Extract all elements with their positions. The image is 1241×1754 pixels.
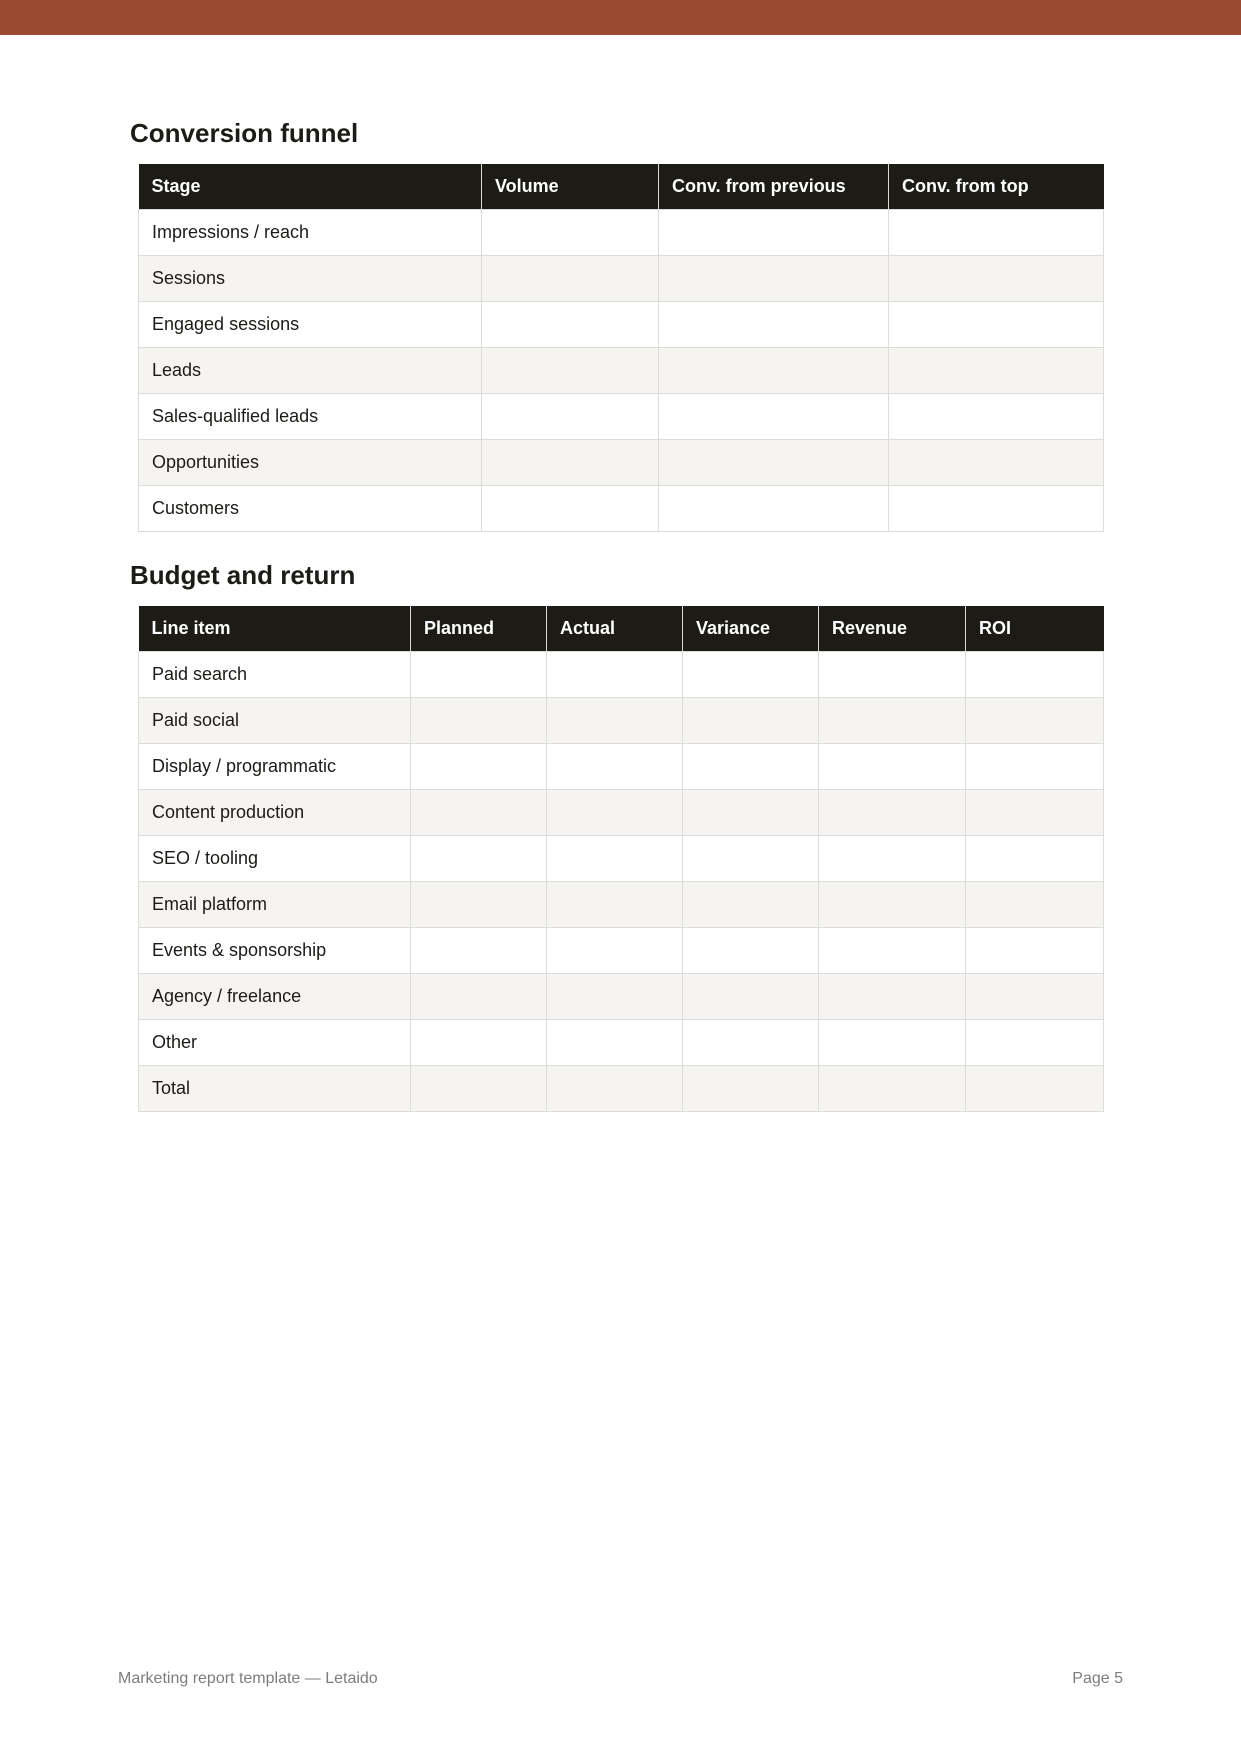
planned-cell[interactable]: [411, 974, 547, 1020]
budget-and-return-table: [138, 606, 1104, 1112]
revenue-cell[interactable]: [819, 882, 966, 928]
revenue-cell[interactable]: [819, 1066, 966, 1112]
volume-cell[interactable]: [482, 348, 659, 394]
table-header-row: [139, 164, 1104, 210]
conv-top-cell[interactable]: [889, 210, 1104, 256]
column-header-actual: Actual: [547, 606, 683, 652]
table-row: [139, 974, 1104, 1020]
table-row: [139, 882, 1104, 928]
table-row: [139, 210, 1104, 256]
planned-cell[interactable]: [411, 790, 547, 836]
roi-cell[interactable]: [966, 882, 1104, 928]
variance-cell[interactable]: [683, 790, 819, 836]
table-row: [139, 928, 1104, 974]
roi-cell[interactable]: [966, 974, 1104, 1020]
volume-cell[interactable]: [482, 256, 659, 302]
roi-cell[interactable]: [966, 836, 1104, 882]
roi-cell[interactable]: [966, 744, 1104, 790]
table-row: [139, 348, 1104, 394]
roi-cell[interactable]: [966, 790, 1104, 836]
variance-cell[interactable]: [683, 974, 819, 1020]
actual-cell[interactable]: [547, 974, 683, 1020]
actual-cell[interactable]: [547, 836, 683, 882]
line-item-label: Paid search: [139, 652, 411, 698]
column-header-line-item: Line item: [139, 606, 411, 652]
planned-cell[interactable]: [411, 698, 547, 744]
conv-prev-cell[interactable]: [659, 440, 889, 486]
variance-cell[interactable]: [683, 698, 819, 744]
planned-cell[interactable]: [411, 1066, 547, 1112]
volume-cell[interactable]: [482, 302, 659, 348]
footer-page-number: Page 5: [1072, 1670, 1123, 1687]
column-header-roi: ROI: [966, 606, 1104, 652]
conv-prev-cell[interactable]: [659, 256, 889, 302]
budget-title: Budget and return: [130, 560, 356, 590]
revenue-cell[interactable]: [819, 698, 966, 744]
column-header-conv-from-top: Conv. from top: [889, 164, 1104, 210]
table-row: [139, 698, 1104, 744]
revenue-cell[interactable]: [819, 1020, 966, 1066]
revenue-cell[interactable]: [819, 652, 966, 698]
actual-cell[interactable]: [547, 790, 683, 836]
conv-prev-cell[interactable]: [659, 486, 889, 532]
roi-cell[interactable]: [966, 1066, 1104, 1112]
conv-prev-cell[interactable]: [659, 394, 889, 440]
line-item-label: Email platform: [139, 882, 411, 928]
volume-cell[interactable]: [482, 440, 659, 486]
variance-cell[interactable]: [683, 928, 819, 974]
revenue-cell[interactable]: [819, 744, 966, 790]
conv-top-cell[interactable]: [889, 440, 1104, 486]
column-header-revenue: Revenue: [819, 606, 966, 652]
column-header-volume: Volume: [482, 164, 659, 210]
column-header-planned: Planned: [411, 606, 547, 652]
revenue-cell[interactable]: [819, 790, 966, 836]
volume-cell[interactable]: [482, 394, 659, 440]
table-row: [139, 394, 1104, 440]
roi-cell[interactable]: [966, 652, 1104, 698]
planned-cell[interactable]: [411, 882, 547, 928]
line-item-label: Agency / freelance: [139, 974, 411, 1020]
actual-cell[interactable]: [547, 882, 683, 928]
conv-top-cell[interactable]: [889, 394, 1104, 440]
volume-cell[interactable]: [482, 210, 659, 256]
actual-cell[interactable]: [547, 1066, 683, 1112]
conv-top-cell[interactable]: [889, 302, 1104, 348]
revenue-cell[interactable]: [819, 974, 966, 1020]
table-row-total: [139, 1066, 1104, 1112]
revenue-cell[interactable]: [819, 836, 966, 882]
funnel-title: Conversion funnel: [130, 118, 359, 148]
conv-top-cell[interactable]: [889, 348, 1104, 394]
top-accent-band: [0, 0, 1241, 35]
roi-cell[interactable]: [966, 928, 1104, 974]
column-header-stage: Stage: [139, 164, 482, 210]
table-row: [139, 652, 1104, 698]
line-item-label: Events & sponsorship: [139, 928, 411, 974]
line-item-label: Total: [139, 1066, 411, 1112]
stage-label: Customers: [139, 486, 482, 532]
planned-cell[interactable]: [411, 1020, 547, 1066]
column-header-conv-from-previous: Conv. from previous: [659, 164, 889, 210]
table-row: [139, 790, 1104, 836]
stage-label: Sales-qualified leads: [139, 394, 482, 440]
planned-cell[interactable]: [411, 836, 547, 882]
table-row: [139, 744, 1104, 790]
conv-prev-cell[interactable]: [659, 302, 889, 348]
footer-document-name: Marketing report template — Letaido: [118, 1670, 378, 1687]
roi-cell[interactable]: [966, 698, 1104, 744]
conv-top-cell[interactable]: [889, 256, 1104, 302]
conv-prev-cell[interactable]: [659, 210, 889, 256]
revenue-cell[interactable]: [819, 928, 966, 974]
line-item-label: Display / programmatic: [139, 744, 411, 790]
stage-label: Opportunities: [139, 440, 482, 486]
stage-label: Sessions: [139, 256, 482, 302]
line-item-label: Other: [139, 1020, 411, 1066]
stage-label: Engaged sessions: [139, 302, 482, 348]
stage-label: Leads: [139, 348, 482, 394]
roi-cell[interactable]: [966, 1020, 1104, 1066]
column-header-variance: Variance: [683, 606, 819, 652]
conv-prev-cell[interactable]: [659, 348, 889, 394]
table-row: [139, 256, 1104, 302]
actual-cell[interactable]: [547, 744, 683, 790]
actual-cell[interactable]: [547, 698, 683, 744]
stage-label: Impressions / reach: [139, 210, 482, 256]
variance-cell[interactable]: [683, 1066, 819, 1112]
conv-top-cell[interactable]: [889, 486, 1104, 532]
table-header-row: [139, 606, 1104, 652]
variance-cell[interactable]: [683, 1020, 819, 1066]
line-item-label: SEO / tooling: [139, 836, 411, 882]
volume-cell[interactable]: [482, 486, 659, 532]
table-row: [139, 486, 1104, 532]
table-row: [139, 1020, 1104, 1066]
variance-cell[interactable]: [683, 744, 819, 790]
table-row: [139, 302, 1104, 348]
line-item-label: Paid social: [139, 698, 411, 744]
conversion-funnel-table: [138, 164, 1104, 532]
table-row: [139, 440, 1104, 486]
variance-cell[interactable]: [683, 652, 819, 698]
line-item-label: Content production: [139, 790, 411, 836]
actual-cell[interactable]: [547, 652, 683, 698]
planned-cell[interactable]: [411, 744, 547, 790]
actual-cell[interactable]: [547, 1020, 683, 1066]
variance-cell[interactable]: [683, 836, 819, 882]
actual-cell[interactable]: [547, 928, 683, 974]
planned-cell[interactable]: [411, 652, 547, 698]
table-row: [139, 836, 1104, 882]
planned-cell[interactable]: [411, 928, 547, 974]
variance-cell[interactable]: [683, 882, 819, 928]
